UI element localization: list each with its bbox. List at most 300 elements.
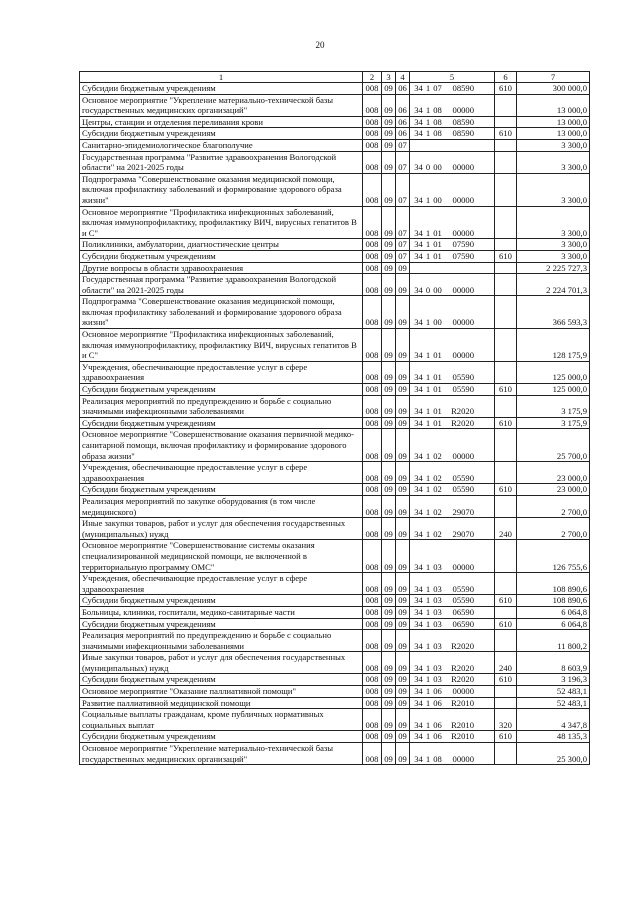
table-row (80, 674, 590, 686)
subsection-code: 09 (396, 384, 410, 396)
code-measure: 01 (433, 417, 442, 428)
code-program: 34 (414, 606, 423, 617)
table-row (80, 262, 590, 274)
section-code: 09 (382, 361, 396, 383)
target-article-code (410, 417, 495, 429)
amount: 2 700,0 (517, 518, 590, 540)
subsection-code: 09 (396, 495, 410, 517)
expense-type-code (495, 495, 517, 517)
amount: 3 300,0 (517, 250, 590, 262)
subsection-code: 09 (396, 296, 410, 329)
expense-type-code (495, 606, 517, 618)
subsection-code: 09 (396, 462, 410, 484)
code-program: 34 (414, 116, 423, 127)
header-cell: 2 (363, 72, 382, 83)
row-name: Основное мероприятие "Совершенствование оказания первичной медико-санитарной помощи, включая профилактику и формирование здорового образа жизни" (80, 429, 363, 462)
code-measure: 01 (433, 250, 442, 261)
subsection-code: 09 (396, 652, 410, 674)
section-code: 09 (382, 686, 396, 698)
code-direction: R2020 (451, 674, 474, 685)
admin-code: 008 (363, 697, 382, 709)
row-name: Реализация мероприятий по предупреждению и борьбе с социально значимыми инфекционными заболеваниями (80, 630, 363, 652)
code-subprogram: 1 (425, 561, 431, 572)
expense-type-code: 610 (495, 484, 517, 496)
code-subprogram: 1 (425, 753, 431, 764)
admin-code: 008 (363, 462, 382, 484)
code-direction: 00000 (452, 561, 474, 572)
code-program: 34 (414, 595, 423, 606)
subsection-code: 09 (396, 697, 410, 709)
row-name: Основное мероприятие "Укрепление материально-технической базы государственных медицинских организаций" (80, 94, 363, 116)
code-direction: R2020 (451, 417, 474, 428)
code-direction: R2020 (451, 662, 474, 673)
expense-type-code: 610 (495, 618, 517, 630)
target-article-code (410, 361, 495, 383)
expense-type-code (495, 94, 517, 116)
admin-code: 008 (363, 173, 382, 206)
admin-code: 008 (363, 262, 382, 274)
subsection-code: 07 (396, 239, 410, 251)
subsection-code: 09 (396, 573, 410, 595)
admin-code: 008 (363, 595, 382, 607)
code-direction: 05590 (452, 372, 474, 383)
code-direction: 06590 (452, 618, 474, 629)
expense-type-code: 610 (495, 250, 517, 262)
admin-code: 008 (363, 329, 382, 362)
section-code: 09 (382, 116, 396, 128)
expense-type-code (495, 395, 517, 417)
table-row (80, 274, 590, 296)
code-measure: 03 (433, 595, 442, 606)
row-name: Поликлиники, амбулатории, диагностические центры (80, 239, 363, 251)
subsection-code: 09 (396, 361, 410, 383)
amount: 48 135,3 (517, 731, 590, 743)
subsection-code: 06 (396, 83, 410, 95)
section-code: 09 (382, 250, 396, 262)
section-code: 09 (382, 329, 396, 362)
section-code: 09 (382, 128, 396, 140)
expense-type-code (495, 462, 517, 484)
table-row (80, 384, 590, 396)
subsection-code: 09 (396, 395, 410, 417)
code-program: 34 (414, 484, 423, 495)
code-direction: 07590 (452, 250, 474, 261)
expense-type-code (495, 429, 517, 462)
row-name: Субсидии бюджетным учреждениям (80, 731, 363, 743)
code-program: 34 (414, 350, 423, 361)
table-row (80, 686, 590, 698)
header-cell: 3 (382, 72, 396, 83)
code-program: 34 (414, 731, 423, 742)
code-program: 34 (414, 618, 423, 629)
target-article-code (410, 262, 495, 274)
amount: 108 890,6 (517, 573, 590, 595)
code-measure: 07 (433, 83, 442, 93)
code-direction: 00000 (452, 284, 474, 295)
target-article-code (410, 139, 495, 151)
expense-type-code (495, 573, 517, 595)
section-code: 09 (382, 274, 396, 296)
target-article-code (410, 573, 495, 595)
subsection-code: 07 (396, 250, 410, 262)
expense-type-code (495, 206, 517, 239)
code-measure: 03 (433, 583, 442, 594)
code-measure: 02 (433, 472, 442, 483)
admin-code: 008 (363, 94, 382, 116)
subsection-code: 09 (396, 630, 410, 652)
code-program: 34 (414, 227, 423, 238)
row-name: Субсидии бюджетным учреждениям (80, 674, 363, 686)
row-name: Основное мероприятие "Укрепление материально-технической базы государственных медицинских организаций" (80, 743, 363, 765)
expense-type-code: 610 (495, 731, 517, 743)
code-subprogram: 1 (425, 731, 431, 742)
subsection-code: 07 (396, 139, 410, 151)
subsection-code: 09 (396, 686, 410, 698)
expense-type-code: 610 (495, 674, 517, 686)
target-article-code (410, 83, 495, 95)
table-row (80, 595, 590, 607)
amount: 3 300,0 (517, 239, 590, 251)
amount: 300 000,0 (517, 83, 590, 95)
admin-code: 008 (363, 139, 382, 151)
target-article-code (410, 151, 495, 173)
code-subprogram: 1 (425, 618, 431, 629)
code-program: 34 (414, 250, 423, 261)
code-program: 34 (414, 128, 423, 139)
code-subprogram: 1 (425, 83, 431, 93)
subsection-code: 09 (396, 709, 410, 731)
admin-code: 008 (363, 743, 382, 765)
table-row (80, 128, 590, 140)
expense-type-code (495, 139, 517, 151)
amount: 52 483,1 (517, 697, 590, 709)
target-article-code (410, 743, 495, 765)
amount: 3 175,9 (517, 395, 590, 417)
table-row (80, 417, 590, 429)
section-code: 09 (382, 83, 396, 95)
subsection-code: 09 (396, 518, 410, 540)
subsection-code: 06 (396, 116, 410, 128)
code-subprogram: 1 (425, 194, 431, 205)
admin-code: 008 (363, 417, 382, 429)
target-article-code (410, 731, 495, 743)
row-name: Государственная программа "Развитие здравоохранения Вологодской области" на 2021-2025 годы (80, 151, 363, 173)
code-program: 34 (414, 719, 423, 730)
amount: 3 300,0 (517, 151, 590, 173)
expense-type-code (495, 540, 517, 573)
code-subprogram: 1 (425, 583, 431, 594)
subsection-code: 07 (396, 173, 410, 206)
code-subprogram: 1 (425, 227, 431, 238)
amount: 23 000,0 (517, 484, 590, 496)
amount: 3 175,9 (517, 417, 590, 429)
row-name: Основное мероприятие "Совершенствование системы оказания специализированной медицинской помощи, не включенной в территориальную программу ОМС" (80, 540, 363, 573)
code-direction: 29070 (452, 506, 474, 517)
table-row (80, 151, 590, 173)
admin-code: 008 (363, 83, 382, 95)
amount: 23 000,0 (517, 462, 590, 484)
code-program: 34 (414, 753, 423, 764)
admin-code: 008 (363, 361, 382, 383)
header-cell: 6 (495, 72, 517, 83)
subsection-code: 09 (396, 274, 410, 296)
subsection-code: 09 (396, 262, 410, 274)
table-row (80, 395, 590, 417)
code-direction: 05590 (452, 472, 474, 483)
code-subprogram: 1 (425, 697, 431, 708)
code-program: 34 (414, 662, 423, 673)
code-program: 34 (414, 697, 423, 708)
code-measure: 06 (433, 731, 442, 742)
code-program: 34 (414, 674, 423, 685)
code-direction: 00000 (452, 450, 474, 461)
expense-type-code (495, 262, 517, 274)
code-direction: R2010 (451, 719, 474, 730)
code-direction: 00000 (452, 105, 474, 116)
code-subprogram: 1 (425, 719, 431, 730)
table-row (80, 495, 590, 517)
amount: 8 603,9 (517, 652, 590, 674)
amount: 108 890,6 (517, 595, 590, 607)
code-subprogram: 1 (425, 686, 431, 697)
page-number: 20 (315, 40, 325, 50)
section-code: 09 (382, 429, 396, 462)
subsection-code: 09 (396, 484, 410, 496)
expense-type-code (495, 296, 517, 329)
subsection-code: 09 (396, 595, 410, 607)
code-direction: 00000 (452, 317, 474, 328)
section-code: 09 (382, 296, 396, 329)
code-direction: 00000 (452, 162, 474, 173)
amount: 2 224 701,3 (517, 274, 590, 296)
code-measure: 06 (433, 686, 442, 697)
target-article-code (410, 250, 495, 262)
table-row (80, 731, 590, 743)
section-code: 09 (382, 518, 396, 540)
code-subprogram: 1 (425, 484, 431, 495)
code-subprogram: 1 (425, 662, 431, 673)
table-row (80, 329, 590, 362)
code-program: 34 (414, 284, 423, 295)
section-code: 09 (382, 94, 396, 116)
subsection-code: 09 (396, 429, 410, 462)
admin-code: 008 (363, 686, 382, 698)
code-measure: 00 (433, 162, 442, 173)
code-subprogram: 1 (425, 450, 431, 461)
row-name: Иные закупки товаров, работ и услуг для обеспечения государственных (муниципальных) нужд (80, 652, 363, 674)
code-measure: 06 (433, 697, 442, 708)
code-measure: 01 (433, 239, 442, 250)
row-name: Субсидии бюджетным учреждениям (80, 384, 363, 396)
subsection-code: 06 (396, 128, 410, 140)
code-measure: 08 (433, 105, 442, 116)
code-subprogram: 1 (425, 406, 431, 417)
section-code: 09 (382, 462, 396, 484)
admin-code: 008 (363, 250, 382, 262)
expense-type-code: 240 (495, 652, 517, 674)
admin-code: 008 (363, 540, 382, 573)
table-row (80, 94, 590, 116)
code-subprogram: 1 (425, 128, 431, 139)
target-article-code (410, 128, 495, 140)
expense-type-code (495, 329, 517, 362)
row-name: Реализация мероприятий по закупке оборудования (в том числе медицинского) (80, 495, 363, 517)
target-article-code (410, 484, 495, 496)
row-name: Иные закупки товаров, работ и услуг для обеспечения государственных (муниципальных) нужд (80, 518, 363, 540)
target-article-code (410, 606, 495, 618)
expense-type-code: 610 (495, 128, 517, 140)
code-direction: 00000 (452, 350, 474, 361)
row-name: Реализация мероприятий по предупреждению и борьбе с социально значимыми инфекционными заболеваниями (80, 395, 363, 417)
code-subprogram: 1 (425, 250, 431, 261)
code-program: 34 (414, 561, 423, 572)
admin-code: 008 (363, 630, 382, 652)
code-program: 34 (414, 583, 423, 594)
table-row (80, 709, 590, 731)
code-measure: 03 (433, 618, 442, 629)
expense-type-code (495, 686, 517, 698)
target-article-code (410, 630, 495, 652)
code-measure: 02 (433, 528, 442, 539)
admin-code: 008 (363, 128, 382, 140)
target-article-code (410, 540, 495, 573)
code-direction: 00000 (452, 227, 474, 238)
expense-type-code: 240 (495, 518, 517, 540)
code-program: 34 (414, 162, 423, 173)
target-article-code (410, 173, 495, 206)
subsection-code: 09 (396, 329, 410, 362)
target-article-code (410, 429, 495, 462)
header-cell: 5 (410, 72, 495, 83)
subsection-code: 09 (396, 743, 410, 765)
target-article-code (410, 697, 495, 709)
code-subprogram: 0 (425, 162, 431, 173)
code-measure: 00 (433, 284, 442, 295)
row-name: Больницы, клиники, госпитали, медико-санитарные части (80, 606, 363, 618)
code-subprogram: 1 (425, 317, 431, 328)
code-measure: 00 (433, 317, 442, 328)
code-subprogram: 1 (425, 372, 431, 383)
row-name: Субсидии бюджетным учреждениям (80, 618, 363, 630)
code-direction: 00000 (452, 686, 474, 697)
row-name: Субсидии бюджетным учреждениям (80, 417, 363, 429)
section-code: 09 (382, 239, 396, 251)
admin-code: 008 (363, 731, 382, 743)
code-direction: 08590 (452, 128, 474, 139)
expense-type-code (495, 239, 517, 251)
admin-code: 008 (363, 274, 382, 296)
amount: 6 064,8 (517, 618, 590, 630)
section-code: 09 (382, 652, 396, 674)
section-code: 09 (382, 674, 396, 686)
row-name: Санитарно-эпидемиологическое благополучие (80, 139, 363, 151)
code-subprogram: 1 (425, 640, 431, 651)
admin-code: 008 (363, 606, 382, 618)
section-code: 09 (382, 540, 396, 573)
amount: 3 300,0 (517, 139, 590, 151)
row-name: Государственная программа "Развитие здравоохранения Вологодской области" на 2021-2025 годы (80, 274, 363, 296)
code-direction: R2010 (451, 697, 474, 708)
table-row (80, 697, 590, 709)
amount: 6 064,8 (517, 606, 590, 618)
code-program: 34 (414, 372, 423, 383)
amount: 128 175,9 (517, 329, 590, 362)
admin-code: 008 (363, 652, 382, 674)
row-name: Социальные выплаты гражданам, кроме публичных нормативных социальных выплат (80, 709, 363, 731)
target-article-code (410, 239, 495, 251)
amount: 2 225 727,3 (517, 262, 590, 274)
table-row (80, 116, 590, 128)
admin-code: 008 (363, 116, 382, 128)
subsection-code: 09 (396, 606, 410, 618)
row-name: Субсидии бюджетным учреждениям (80, 595, 363, 607)
row-name: Другие вопросы в области здравоохранения (80, 262, 363, 274)
code-measure: 06 (433, 719, 442, 730)
code-program: 34 (414, 317, 423, 328)
code-subprogram: 1 (425, 528, 431, 539)
code-program: 34 (414, 686, 423, 697)
section-code: 09 (382, 595, 396, 607)
code-direction: 00000 (452, 753, 474, 764)
code-program: 34 (414, 472, 423, 483)
subsection-code: 09 (396, 618, 410, 630)
amount: 13 000,0 (517, 94, 590, 116)
table-row (80, 518, 590, 540)
expense-type-code (495, 151, 517, 173)
code-program: 34 (414, 640, 423, 651)
admin-code: 008 (363, 296, 382, 329)
section-code: 09 (382, 709, 396, 731)
admin-code: 008 (363, 518, 382, 540)
amount: 126 755,6 (517, 540, 590, 573)
row-name: Развитие паллиативной медицинской помощи (80, 697, 363, 709)
code-measure: 02 (433, 506, 442, 517)
code-program: 34 (414, 384, 423, 395)
section-code: 09 (382, 139, 396, 151)
subsection-code: 09 (396, 417, 410, 429)
row-name: Субсидии бюджетным учреждениям (80, 484, 363, 496)
row-name: Учреждения, обеспечивающие предоставление услуг в сфере здравоохранения (80, 361, 363, 383)
header-cell: 1 (80, 72, 363, 83)
section-code: 09 (382, 151, 396, 173)
amount: 125 000,0 (517, 384, 590, 396)
code-measure: 02 (433, 450, 442, 461)
code-direction: 05590 (452, 384, 474, 395)
code-measure: 00 (433, 194, 442, 205)
code-measure: 01 (433, 350, 442, 361)
code-measure: 08 (433, 128, 442, 139)
section-code: 09 (382, 630, 396, 652)
expense-type-code (495, 274, 517, 296)
section-code: 09 (382, 262, 396, 274)
target-article-code (410, 206, 495, 239)
header-cell: 4 (396, 72, 410, 83)
target-article-code (410, 495, 495, 517)
admin-code: 008 (363, 573, 382, 595)
code-direction: R2010 (451, 731, 474, 742)
amount: 4 347,8 (517, 709, 590, 731)
row-name: Основное мероприятие "Профилактика инфекционных заболеваний, включая иммунопрофилактику, профилактику ВИЧ, вирусных гепатитов В и С" (80, 206, 363, 239)
code-subprogram: 1 (425, 384, 431, 395)
code-measure: 02 (433, 484, 442, 495)
code-direction: 06590 (452, 606, 474, 617)
target-article-code (410, 329, 495, 362)
code-subprogram: 1 (425, 105, 431, 116)
section-code: 09 (382, 495, 396, 517)
target-article-code (410, 94, 495, 116)
code-measure: 03 (433, 606, 442, 617)
subsection-code: 06 (396, 94, 410, 116)
